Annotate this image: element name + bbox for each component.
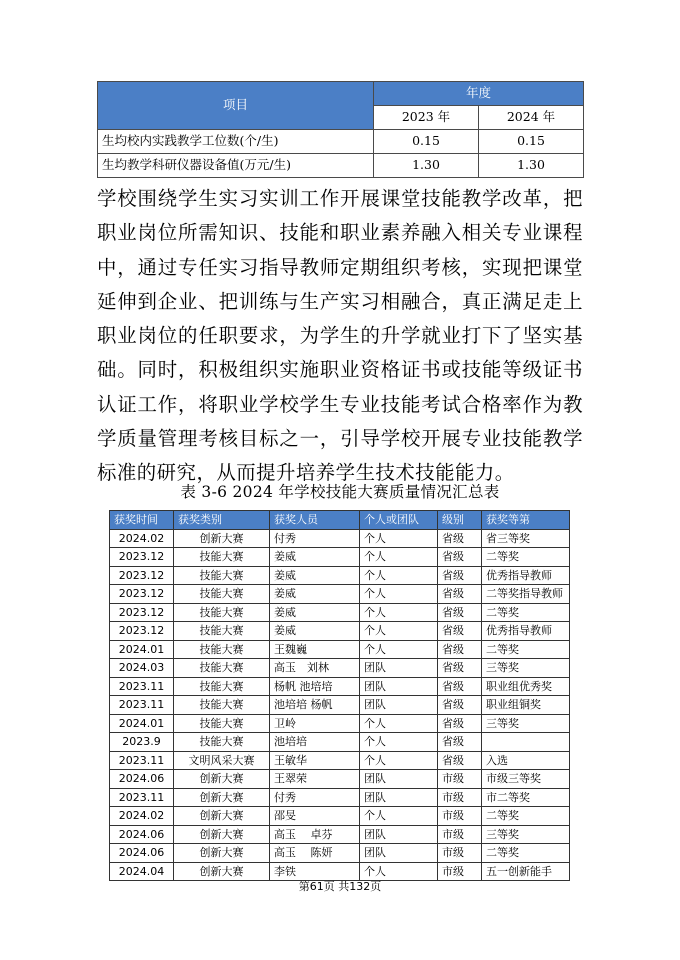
- cell-award-category: 创新大赛: [174, 788, 270, 807]
- cell-award-category: 技能大赛: [174, 585, 270, 604]
- cell-individual-or-team: 个人: [360, 714, 438, 733]
- row-value: 1.30: [479, 154, 584, 178]
- cell-individual-or-team: 个人: [360, 807, 438, 826]
- cell-award-time: 2024.02: [110, 529, 174, 548]
- cell-award-category: 文明风采大赛: [174, 751, 270, 770]
- cell-individual-or-team: 个人: [360, 603, 438, 622]
- header-award-category: 获奖类别: [174, 511, 270, 530]
- cell-individual-or-team: 个人: [360, 862, 438, 881]
- cell-individual-or-team: 团队: [360, 770, 438, 789]
- cell-award-time: 2023.12: [110, 585, 174, 604]
- cell-award-person: 池培培: [270, 733, 360, 752]
- cell-award-grade: 二等奖: [482, 807, 570, 826]
- cell-individual-or-team: 团队: [360, 659, 438, 678]
- header-2023: 2023 年: [374, 106, 479, 130]
- table-row: [110, 640, 570, 659]
- cell-level: 省级: [438, 640, 482, 659]
- cell-award-person: 王魏巍: [270, 640, 360, 659]
- cell-award-person: 邵旻: [270, 807, 360, 826]
- cell-individual-or-team: 个人: [360, 566, 438, 585]
- cell-level: 省级: [438, 566, 482, 585]
- header-individual-or-team: 个人或团队: [360, 511, 438, 530]
- cell-level: 市级: [438, 788, 482, 807]
- cell-award-grade: 二等奖: [482, 844, 570, 863]
- cell-award-grade: 省三等奖: [482, 529, 570, 548]
- table-row: [98, 154, 584, 178]
- table-row: [110, 622, 570, 641]
- row-value: 0.15: [374, 130, 479, 154]
- cell-individual-or-team: 团队: [360, 677, 438, 696]
- table-row: [110, 825, 570, 844]
- table-row: [110, 603, 570, 622]
- table-caption: 表 3-6 2024 年学校技能大赛质量情况汇总表: [180, 483, 500, 501]
- cell-level: 省级: [438, 548, 482, 567]
- header-2024: 2024 年: [479, 106, 584, 130]
- cell-award-grade: 入选: [482, 751, 570, 770]
- cell-award-time: 2024.01: [110, 640, 174, 659]
- cell-award-time: 2024.04: [110, 862, 174, 881]
- table-row: [110, 548, 570, 567]
- cell-award-category: 技能大赛: [174, 566, 270, 585]
- cell-award-person: 姜威: [270, 622, 360, 641]
- table-row: [110, 529, 570, 548]
- cell-award-grade: 三等奖: [482, 659, 570, 678]
- cell-award-time: 2023.11: [110, 788, 174, 807]
- cell-individual-or-team: 个人: [360, 751, 438, 770]
- cell-individual-or-team: 团队: [360, 788, 438, 807]
- cell-award-time: 2023.11: [110, 751, 174, 770]
- cell-award-time: 2024.02: [110, 807, 174, 826]
- table-row: [110, 770, 570, 789]
- cell-individual-or-team: 团队: [360, 844, 438, 863]
- table-row: [110, 788, 570, 807]
- cell-award-time: 2023.12: [110, 548, 174, 567]
- cell-award-grade: 二等奖: [482, 603, 570, 622]
- cell-individual-or-team: 个人: [360, 622, 438, 641]
- cell-level: 省级: [438, 603, 482, 622]
- row-label: 生均教学科研仪器设备值(万元/生): [98, 154, 374, 178]
- header-award-time: 获奖时间: [110, 511, 174, 530]
- cell-award-person: 池培培 杨帆: [270, 696, 360, 715]
- cell-award-grade: 二等奖: [482, 640, 570, 659]
- cell-award-category: 技能大赛: [174, 622, 270, 641]
- table-header-row: [98, 82, 584, 106]
- header-award-person: 获奖人员: [270, 511, 360, 530]
- cell-level: 省级: [438, 751, 482, 770]
- cell-award-grade: 市二等奖: [482, 788, 570, 807]
- cell-level: 市级: [438, 770, 482, 789]
- awards-table: [109, 510, 570, 881]
- cell-level: 省级: [438, 677, 482, 696]
- cell-award-time: 2023.11: [110, 696, 174, 715]
- cell-award-category: 技能大赛: [174, 733, 270, 752]
- cell-award-person: 付秀: [270, 788, 360, 807]
- cell-award-person: 高玉 陈妍: [270, 844, 360, 863]
- cell-level: 省级: [438, 714, 482, 733]
- table-row: [110, 585, 570, 604]
- cell-award-grade: 职业组铜奖: [482, 696, 570, 715]
- cell-level: 市级: [438, 825, 482, 844]
- cell-individual-or-team: 个人: [360, 548, 438, 567]
- cell-individual-or-team: 团队: [360, 825, 438, 844]
- cell-award-category: 创新大赛: [174, 807, 270, 826]
- cell-award-category: 技能大赛: [174, 677, 270, 696]
- cell-award-person: 高玉 刘林: [270, 659, 360, 678]
- cell-award-person: 杨帆 池培培: [270, 677, 360, 696]
- cell-individual-or-team: 个人: [360, 733, 438, 752]
- cell-award-grade: [482, 733, 570, 752]
- cell-award-grade: 二等奖: [482, 548, 570, 567]
- cell-award-grade: 二等奖指导教师: [482, 585, 570, 604]
- page-footer: 第61页 共132页: [298, 880, 382, 893]
- cell-award-person: 付秀: [270, 529, 360, 548]
- cell-award-category: 技能大赛: [174, 640, 270, 659]
- cell-level: 省级: [438, 622, 482, 641]
- cell-award-person: 姜威: [270, 566, 360, 585]
- cell-award-category: 创新大赛: [174, 825, 270, 844]
- cell-award-grade: 优秀指导教师: [482, 622, 570, 641]
- cell-individual-or-team: 团队: [360, 696, 438, 715]
- cell-award-time: 2024.01: [110, 714, 174, 733]
- cell-level: 市级: [438, 862, 482, 881]
- cell-award-time: 2023.11: [110, 677, 174, 696]
- cell-award-grade: 三等奖: [482, 714, 570, 733]
- cell-award-time: 2023.12: [110, 566, 174, 585]
- cell-award-person: 高玉 卓芬: [270, 825, 360, 844]
- body-paragraph: 学校围绕学生实习实训工作开展课堂技能教学改革，把职业岗位所需知识、技能和职业素养融入相关专业课程中，通过专任实习指导教师定期组织考核，实现把课堂延伸到企业、把训练与生产实习相融合，真正满足走上职业岗位的任职要求，为学生的升学就业打下了坚实基础。同时，积极组织实施职业资格证书或技能等级证书认证工作，将职业学校学生专业技能考试合格率作为教学质量管理考核目标之一，引导学校开展专业技能教学标准的研究，从而提升培养学生技术技能能力。: [97, 187, 583, 485]
- table-row: [110, 659, 570, 678]
- cell-level: 省级: [438, 585, 482, 604]
- table-row: [110, 566, 570, 585]
- cell-award-category: 技能大赛: [174, 659, 270, 678]
- facilities-table: [97, 81, 584, 178]
- cell-award-time: 2023.12: [110, 622, 174, 641]
- cell-award-grade: 市级三等奖: [482, 770, 570, 789]
- cell-individual-or-team: 个人: [360, 640, 438, 659]
- cell-award-person: 李铁: [270, 862, 360, 881]
- cell-award-category: 创新大赛: [174, 844, 270, 863]
- cell-award-category: 技能大赛: [174, 714, 270, 733]
- table-row: [110, 677, 570, 696]
- table-row: [110, 714, 570, 733]
- table-row: [98, 130, 584, 154]
- cell-level: 省级: [438, 529, 482, 548]
- cell-award-grade: 职业组优秀奖: [482, 677, 570, 696]
- table-row: [110, 807, 570, 826]
- header-level: 级别: [438, 511, 482, 530]
- table-row: [110, 844, 570, 863]
- table-row: [110, 696, 570, 715]
- header-item: 项目: [98, 82, 374, 130]
- cell-award-category: 技能大赛: [174, 696, 270, 715]
- cell-award-category: 技能大赛: [174, 548, 270, 567]
- cell-level: 省级: [438, 733, 482, 752]
- cell-award-time: 2023.12: [110, 603, 174, 622]
- row-value: 0.15: [479, 130, 584, 154]
- cell-award-time: 2024.03: [110, 659, 174, 678]
- table-row: [110, 733, 570, 752]
- cell-award-category: 创新大赛: [174, 529, 270, 548]
- cell-award-grade: 五一创新能手: [482, 862, 570, 881]
- cell-award-time: 2024.06: [110, 825, 174, 844]
- cell-award-time: 2024.06: [110, 844, 174, 863]
- cell-award-category: 技能大赛: [174, 603, 270, 622]
- header-year: 年度: [374, 82, 584, 106]
- table-header-row: [110, 511, 570, 530]
- cell-award-person: 姜威: [270, 603, 360, 622]
- cell-award-time: 2024.06: [110, 770, 174, 789]
- row-label: 生均校内实践教学工位数(个/生): [98, 130, 374, 154]
- cell-individual-or-team: 个人: [360, 585, 438, 604]
- table-row: [110, 751, 570, 770]
- cell-award-person: 王翠荣: [270, 770, 360, 789]
- cell-award-time: 2023.9: [110, 733, 174, 752]
- cell-award-person: 卫岭: [270, 714, 360, 733]
- cell-award-person: 王敏华: [270, 751, 360, 770]
- cell-level: 省级: [438, 659, 482, 678]
- cell-level: 市级: [438, 807, 482, 826]
- cell-award-grade: 优秀指导教师: [482, 566, 570, 585]
- cell-individual-or-team: 个人: [360, 529, 438, 548]
- cell-level: 省级: [438, 696, 482, 715]
- cell-award-grade: 三等奖: [482, 825, 570, 844]
- cell-award-person: 姜威: [270, 585, 360, 604]
- cell-award-category: 创新大赛: [174, 862, 270, 881]
- cell-award-category: 创新大赛: [174, 770, 270, 789]
- header-award-grade: 获奖等第: [482, 511, 570, 530]
- cell-award-person: 姜威: [270, 548, 360, 567]
- row-value: 1.30: [374, 154, 479, 178]
- cell-level: 市级: [438, 844, 482, 863]
